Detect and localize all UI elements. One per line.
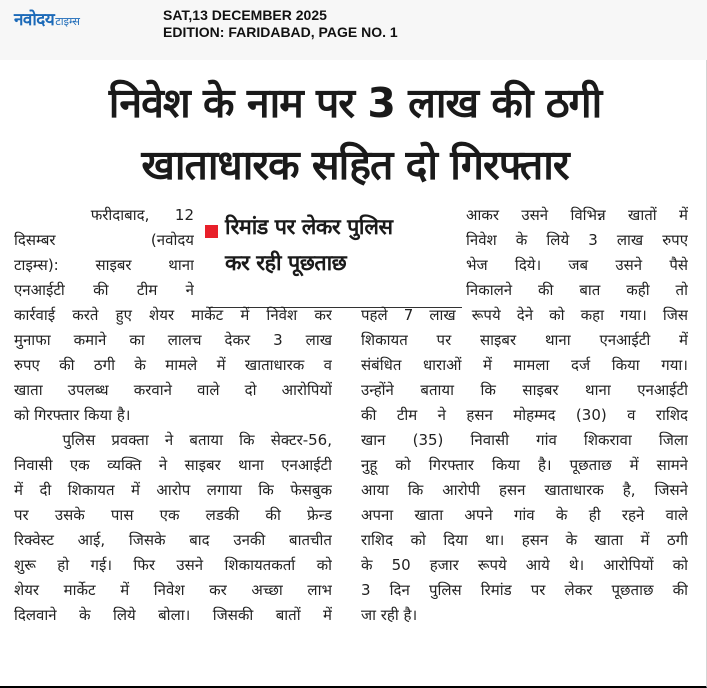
text-line: को गिरफ्तार किया है।	[14, 406, 131, 424]
subheadline	[225, 210, 465, 282]
text-line: पर उसके पास एक लडकी की फ्रेन्ड	[14, 506, 332, 524]
text-line: आकर उसने विभिन्न खातों में	[466, 206, 688, 224]
text-line: अपना खाता अपने गांव के ही रहने वाले	[361, 506, 688, 524]
text-line: खाता उपलब्ध करवाने वाले दो आरोपियों	[14, 381, 332, 399]
text-line: उन्होंने बताया कि साइबर थाना एनआईटी	[361, 381, 688, 399]
page-header	[0, 0, 707, 60]
right-column	[361, 303, 688, 628]
text-line: निकालने की बात कही तो	[466, 281, 688, 299]
text-line: पहले 7 लाख रूपये देने को कहा गया। जिस	[361, 306, 688, 324]
text-line: निवेश के लिये 3 लाख रुपए	[466, 231, 688, 249]
text-line: कार्रवाई करते हुए शेयर मार्केट में निवेश कर	[14, 306, 332, 324]
text-line: रिक्वेस्ट आई, जिसके बाद उनकी बातचीत	[14, 531, 332, 549]
text-line: टाइम्स): साइबर थाना	[14, 256, 194, 274]
text-line: निवासी एक व्यक्ति ने साइबर थाना एनआईटी	[14, 456, 332, 474]
text-line: के 50 हजार रूपये आये थे। आरोपियों को	[361, 556, 688, 574]
text-line: में दी शिकायत में आरोप लगाया कि फेसबुक	[14, 481, 332, 499]
red-square-bullet-icon	[205, 225, 218, 238]
text-line: दिसम्बर (नवोदय	[14, 231, 194, 249]
logo-sub-text: टाइम्स	[55, 15, 80, 28]
text-line: आया कि आरोपी हसन खाताधारक है, जिसने	[361, 481, 688, 499]
text-line: 3 दिन पुलिस रिमांड पर लेकर पूछताछ की	[361, 581, 688, 599]
left-column	[14, 303, 332, 628]
logo-main-text: नवोदय	[14, 10, 55, 30]
text-line: शुरू हो गई। फिर उसने शिकायतकर्ता को	[14, 556, 332, 574]
text-line: भेज दिये। जब उसने पैसे	[466, 256, 688, 274]
text-line: की टीम ने हसन मोहम्मद (30) व राशिद	[361, 406, 688, 424]
edition-info	[163, 7, 398, 41]
text-line: खान (35) निवासी गांव शिकरावा जिला	[361, 431, 688, 449]
text-line: एनआईटी की टीम ने	[14, 281, 194, 299]
text-line: शिकायत पर साइबर थाना एनआईटी में	[361, 331, 688, 349]
newspaper-logo	[14, 10, 80, 30]
text-line: पुलिस प्रवक्ता ने बताया कि सेक्टर-56,	[14, 431, 332, 449]
text-line: जा रही है।	[361, 606, 418, 624]
text-line: संबंधित धाराओं में मामला दर्ज किया गया।	[361, 356, 688, 374]
text-line: राशिद को दिया था। हसन के खाता में ठगी	[361, 531, 688, 549]
headline-line-1: निवेश के नाम पर 3 लाख की ठगी	[108, 79, 602, 127]
headline	[10, 72, 700, 196]
edition-line: EDITION: FARIDABAD, PAGE NO. 1	[163, 24, 398, 40]
subheadline-line-2: कर रही पूछताछ	[225, 251, 347, 276]
article-clipping	[0, 60, 707, 688]
right-column-top	[466, 203, 688, 303]
left-column-top	[14, 203, 194, 303]
text-line: नुहू को गिरफ्तार किया है। पूछताछ में सामने	[361, 456, 688, 474]
headline-line-2: खाताधारक सहित दो गिरफ्तार	[141, 141, 569, 189]
text-line: फरीदाबाद, 12	[14, 206, 194, 224]
date-line: SAT,13 DECEMBER 2025	[163, 7, 327, 23]
text-line: मुनाफा कमाने का लालच देकर 3 लाख	[14, 331, 332, 349]
text-line: शेयर मार्केट में निवेश कर अच्छा लाभ	[14, 581, 332, 599]
text-line: रुपए की ठगी के मामले में खाताधारक व	[14, 356, 332, 374]
text-line: दिलवाने के लिये बोला। जिसकी बातों में	[14, 606, 332, 624]
subheadline-line-1: रिमांड पर लेकर पुलिस	[225, 215, 393, 240]
